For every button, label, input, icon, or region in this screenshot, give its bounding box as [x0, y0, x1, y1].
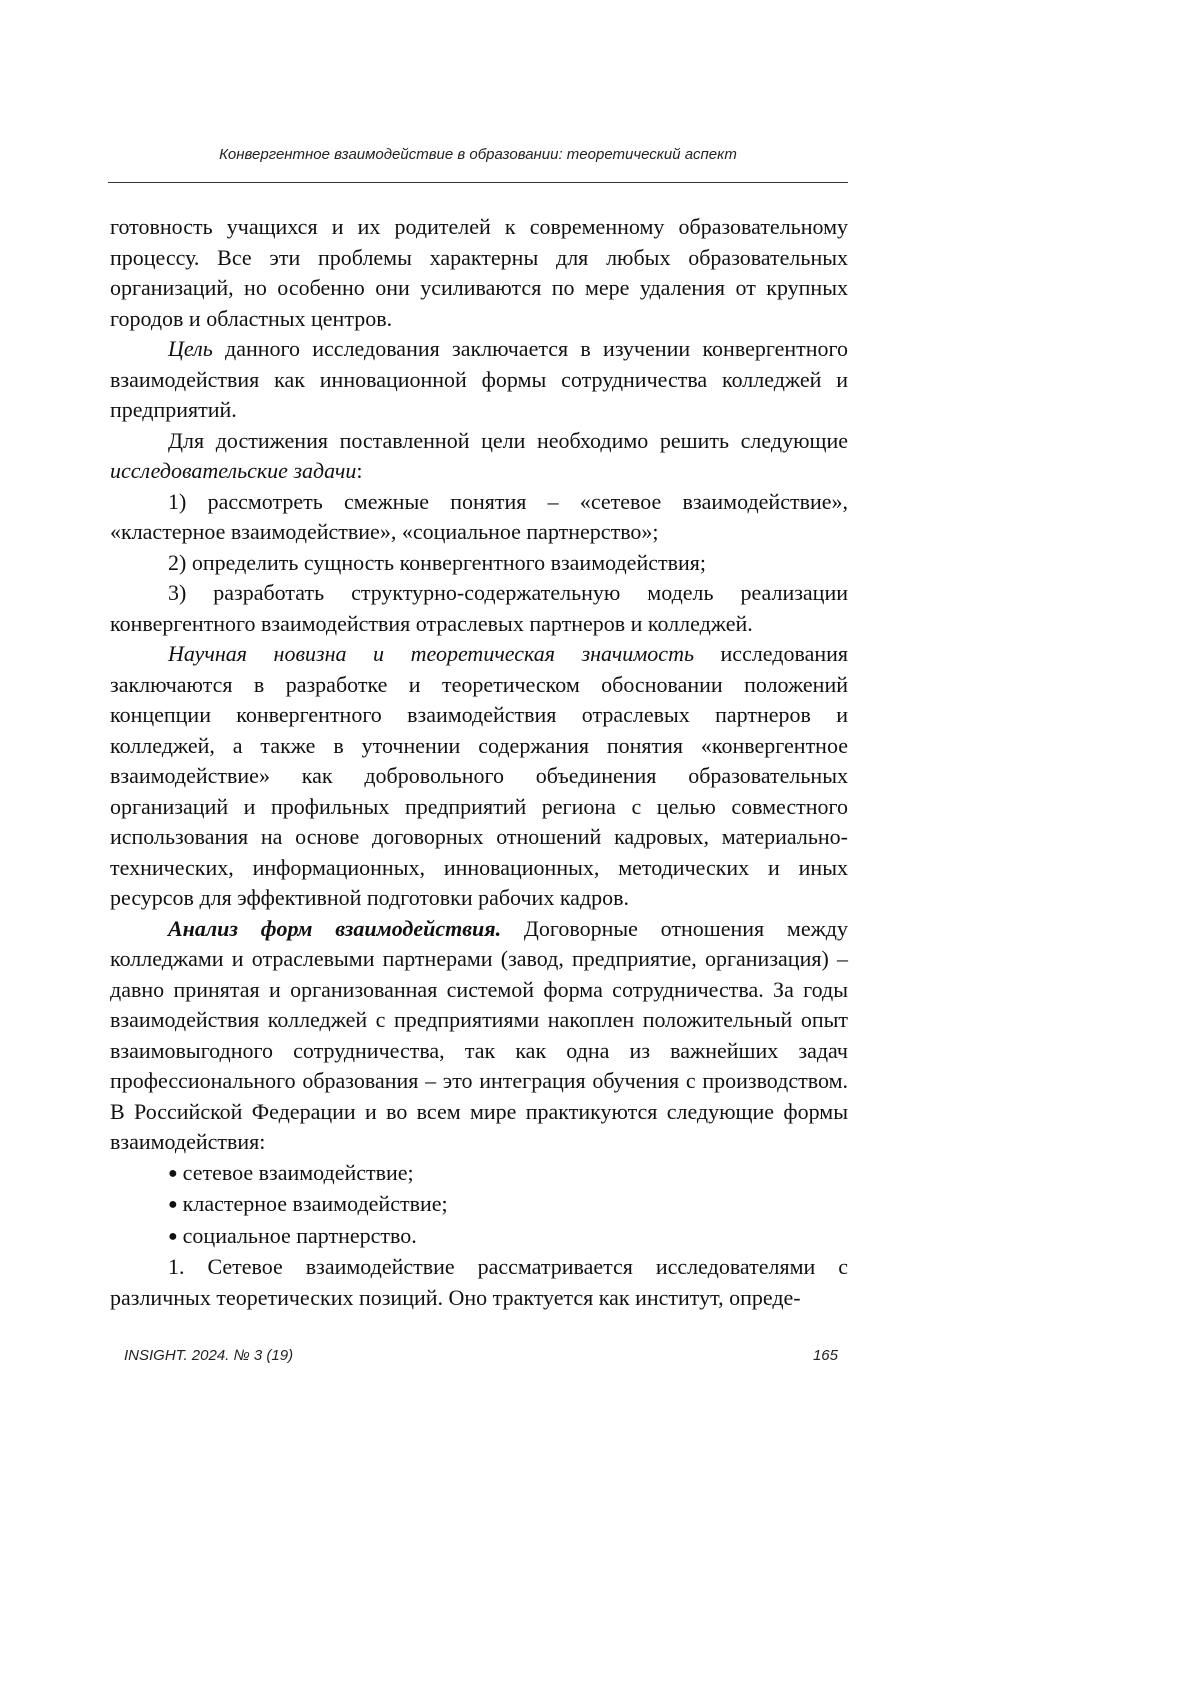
novelty-term: Научная новизна и теоретическая значимость — [168, 641, 694, 666]
task-item-2: 2) определить сущность конвергентного взаимодействия; — [168, 549, 706, 575]
paragraph-goal — [110, 334, 848, 426]
page-footer — [124, 1346, 838, 1366]
tasks-term: исследовательские задачи — [110, 458, 357, 483]
bullet-icon: ● — [168, 1196, 178, 1213]
paragraph-tasks-intro — [110, 426, 848, 487]
goal-term: Цель — [168, 336, 213, 361]
list-item-text: кластерное взаимодействие; — [182, 1191, 448, 1216]
journal-citation: INSIGHT. 2024. № 3 (19) — [124, 1347, 294, 1364]
paragraph-novelty — [110, 639, 848, 914]
paragraph-intro-continuation: готовность учащихся и их родителей к современному образовательному процессу. Все эти проблемы характерны для любых образовательных организаций, но особенно они усиливаются по мере удаления от крупных городов и областных центров. — [110, 214, 848, 331]
bullet-icon: ● — [168, 1164, 178, 1182]
forms-analysis-text: Договорные отношения между колледжами и отраслевыми партнерами (завод, предприятие, организация) – давно принятая и организованная системой форма сотрудничества. За годы взаимодействия колледжей с предприятиями накоплен положительный опыт взаимовыгодного сотрудничества, так как одна из важнейших задач профессионального образования – это интеграция обучения с производством. В Российской Федерации и во всем мире практикуются следующие формы взаимодействия: — [110, 915, 848, 1154]
task-item-3: 3) разработать структурно-содержательную модель реализации конвергентного взаимодействия отраслевых партнеров и колледжей. — [110, 580, 848, 636]
paragraph-forms-analysis — [110, 914, 848, 1158]
tasks-intro-text: Для достижения поставленной цели необходимо решить следующие — [168, 427, 848, 453]
section-heading-forms: Анализ форм взаимодействия. — [168, 915, 502, 941]
list-item — [110, 1158, 848, 1190]
list-item — [110, 1189, 848, 1221]
page-number: 165 — [812, 1347, 838, 1364]
list-item — [110, 1221, 848, 1253]
header-rule — [108, 182, 848, 183]
task-item-1: 1) рассмотреть смежные понятия – «сетевое взаимодействие», «кластерное взаимодействие», «социальное партнерство»; — [110, 488, 848, 544]
running-title: Конвергентное взаимодействие в образовании: теоретический аспект — [219, 146, 737, 163]
list-item-text: социальное партнерство. — [182, 1222, 417, 1248]
goal-text: данного исследования заключается в изучении конвергентного взаимодействия как инновационной формы сотрудничества колледжей и предприятий. — [110, 336, 848, 422]
bullet-icon: ● — [168, 1227, 178, 1245]
paragraph-network-interaction: 1. Сетевое взаимодействие рассматривается исследователями с различных теоретических позиций. Оно трактуется как институт, опреде- — [110, 1254, 848, 1310]
article-body — [110, 212, 848, 1313]
novelty-text: исследования заключаются в разработке и теоретическом обосновании положений концепции конвергентного взаимодействия отраслевых партнеров и колледжей, а также в уточнении содержания понятия «конвергентное взаимодействие» как добровольного объединения образовательных организаций и профильных предприятий региона с целью совместного использования на основе договорных отношений кадровых, материально-технических, информационных, инновационных, методических и иных ресурсов для эффективной подготовки рабочих кадров. — [110, 641, 849, 910]
tasks-intro-colon: : — [356, 458, 363, 483]
list-item-text: сетевое взаимодействие; — [182, 1159, 414, 1185]
